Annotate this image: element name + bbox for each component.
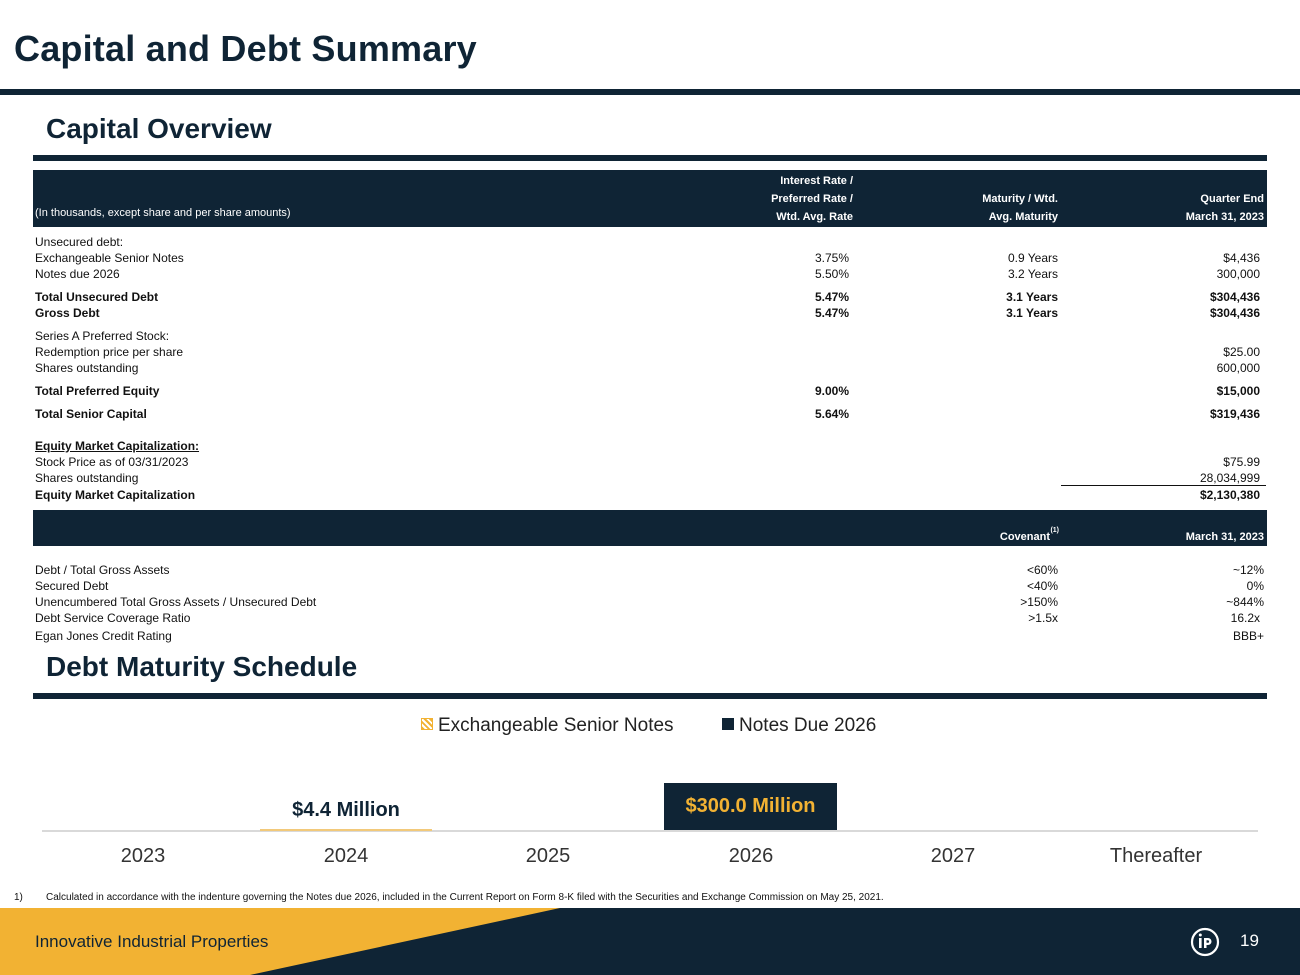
legend-notes-due-2026 xyxy=(722,715,876,737)
covenant-row: Egan Jones Credit Rating BBB+ xyxy=(35,629,1264,643)
header-quarter-line1: Quarter End xyxy=(1200,193,1264,205)
page-title: Capital and Debt Summary xyxy=(14,28,477,69)
row-total-unsecured-debt: Total Unsecured Debt 5.47% 3.1 Years $304,436 xyxy=(35,290,1260,304)
row-preferred-shares-outstanding: Shares outstanding 600,000 xyxy=(35,361,1260,375)
company-logo-icon xyxy=(1190,927,1220,957)
row-exchangeable-senior-notes: Exchangeable Senior Notes 3.75% 0.9 Years $4,436 xyxy=(35,251,1260,265)
footnote-number: 1) xyxy=(14,892,23,903)
tick-label: 2023 xyxy=(120,845,166,867)
chart-baseline xyxy=(42,830,1258,832)
covenant-row: Unencumbered Total Gross Assets / Unsecured Debt >150% ~844% xyxy=(35,595,1264,609)
header-rate-line1: Interest Rate / xyxy=(780,175,853,187)
header-rate-line2: Preferred Rate / xyxy=(771,193,853,205)
footer-company-name: Innovative Industrial Properties xyxy=(35,932,269,951)
header-maturity-line1: Maturity / Wtd. xyxy=(982,193,1058,205)
section-title-capital-overview: Capital Overview xyxy=(46,113,272,144)
section-title-debt-maturity: Debt Maturity Schedule xyxy=(46,651,358,682)
data-label-exchangeable: $4.4 Million xyxy=(292,799,400,821)
header-rate-line3: Wtd. Avg. Rate xyxy=(776,211,853,223)
header-maturity-line2: Avg. Maturity xyxy=(988,211,1058,223)
table-unit-note: (In thousands, except share and per share amounts) xyxy=(35,207,291,219)
legend-label-notes: Notes Due 2026 xyxy=(739,715,877,736)
row-shares-outstanding: Shares outstanding 28,034,999 xyxy=(35,471,1260,485)
row-stock-price: Stock Price as of 03/31/2023 $75.99 xyxy=(35,455,1260,469)
legend-swatch-exchangeable xyxy=(421,718,433,730)
header-quarter-line2: March 31, 2023 xyxy=(1185,211,1264,223)
bar-exchangeable-2024 xyxy=(260,829,432,831)
footnote-text: Calculated in accordance with the indenture governing the Notes due 2026, included in the Current Report on Form 8-K filed with the Securities and Exchange Commission on May 25, 2021. xyxy=(46,892,884,903)
header-covenant-date: March 31, 2023 xyxy=(1185,531,1264,543)
covenant-row: Debt Service Coverage Ratio >1.5x 16.2x xyxy=(35,611,1260,625)
row-notes-due-2026: Notes due 2026 5.50% 3.2 Years 300,000 xyxy=(35,267,1260,281)
tick-label: 2027 xyxy=(930,845,976,867)
row-redemption-price: Redemption price per share $25.00 xyxy=(35,345,1260,359)
tick-label: Thereafter xyxy=(1109,845,1203,867)
title-rule xyxy=(0,89,1300,95)
legend-exchangeable-senior-notes xyxy=(421,715,674,737)
tick-label: 2026 xyxy=(728,845,774,867)
header-covenant: Covenant xyxy=(999,531,1050,543)
covenant-table-header xyxy=(33,510,1267,546)
row-total-senior-capital: Total Senior Capital 5.64% $319,436 xyxy=(35,407,1260,421)
row-equity-market-cap-heading: Equity Market Capitalization: xyxy=(35,439,200,453)
capital-table-header xyxy=(33,170,1267,227)
covenant-row: Debt / Total Gross Assets <60% ~12% xyxy=(35,563,1264,577)
row-series-a-heading: Series A Preferred Stock: xyxy=(35,329,170,343)
covenant-row: Secured Debt <40% 0% xyxy=(35,579,1264,593)
tick-label: 2025 xyxy=(525,845,571,867)
legend-swatch-notes xyxy=(722,718,734,730)
data-label-notes: $300.0 Million xyxy=(685,795,816,817)
section-rule-debt-maturity xyxy=(33,693,1267,699)
row-unsecured-debt-heading: Unsecured debt: xyxy=(35,235,124,249)
header-covenant-footnote-mark: (1) xyxy=(1050,527,1059,534)
tick-label: 2024 xyxy=(323,845,369,867)
total-underline xyxy=(1061,485,1266,486)
row-gross-debt: Gross Debt 5.47% 3.1 Years $304,436 xyxy=(35,306,1260,320)
row-equity-market-capitalization: Equity Market Capitalization $2,130,380 xyxy=(35,488,1260,502)
section-rule-capital-overview xyxy=(33,155,1267,161)
legend-label-exchangeable: Exchangeable Senior Notes xyxy=(438,715,674,736)
row-total-preferred-equity: Total Preferred Equity 9.00% $15,000 xyxy=(35,384,1260,398)
footnote xyxy=(14,892,884,903)
page-number: 19 xyxy=(1240,931,1259,950)
